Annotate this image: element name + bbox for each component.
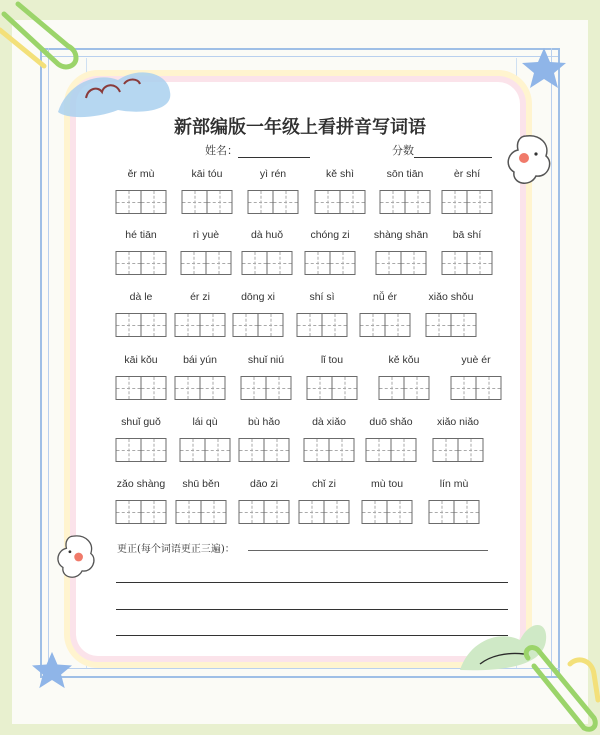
pinyin-label: yuè ér (461, 354, 491, 366)
tianzige-cell[interactable] (476, 376, 502, 400)
tianzige-cell[interactable] (207, 190, 233, 214)
writing-box-pair[interactable] (442, 251, 493, 275)
writing-line (116, 635, 508, 636)
tianzige-cell[interactable] (362, 500, 388, 524)
writing-box-pair[interactable] (362, 500, 413, 524)
tianzige-cell[interactable] (264, 438, 290, 462)
writing-box-pair[interactable] (451, 376, 502, 400)
tianzige-cell[interactable] (307, 376, 333, 400)
writing-box-pair[interactable] (442, 190, 493, 214)
writing-box-pair[interactable] (181, 251, 232, 275)
tianzige-cell[interactable] (329, 438, 355, 462)
pinyin-label: rì yuè (192, 229, 220, 241)
pinyin-label: duō shǎo (369, 416, 413, 428)
writing-box-pair[interactable] (305, 251, 356, 275)
writing-line (116, 609, 508, 610)
tianzige-cell[interactable] (116, 190, 142, 214)
pinyin-label: lǐ tou (320, 354, 344, 366)
tianzige-cell[interactable] (273, 190, 299, 214)
tianzige-cell[interactable] (332, 376, 358, 400)
tianzige-cell[interactable] (116, 438, 142, 462)
frame-line (40, 56, 560, 57)
pinyin-label: lái qù (192, 416, 218, 428)
pinyin-label: chóng zi (310, 229, 350, 241)
writing-box-pair[interactable] (241, 376, 292, 400)
tianzige-cell[interactable] (248, 190, 274, 214)
pinyin-label: èr shí (453, 168, 481, 180)
name-blank (238, 157, 310, 158)
writing-box-pair[interactable] (297, 313, 348, 337)
tianzige-cell[interactable] (200, 313, 226, 337)
tianzige-cell[interactable] (304, 438, 330, 462)
tianzige-cell[interactable] (315, 190, 341, 214)
writing-box-pair[interactable] (175, 376, 226, 400)
tianzige-cell[interactable] (458, 438, 484, 462)
frame-line (40, 676, 560, 678)
tianzige-cell[interactable] (141, 313, 167, 337)
pinyin-label: kě kǒu (388, 354, 420, 366)
writing-box-pair[interactable] (315, 190, 366, 214)
flower-doodle-icon (56, 530, 96, 584)
writing-box-pair[interactable] (380, 190, 431, 214)
pinyin-label: chǐ zi (312, 478, 336, 490)
writing-box-pair[interactable] (248, 190, 299, 214)
tianzige-cell[interactable] (258, 313, 284, 337)
writing-box-pair[interactable] (379, 376, 430, 400)
tianzige-cell[interactable] (451, 313, 477, 337)
writing-box-pair[interactable] (182, 190, 233, 214)
tianzige-cell[interactable] (442, 251, 468, 275)
score-field (392, 142, 492, 158)
pinyin-label: ér zi (190, 291, 210, 303)
tianzige-cell[interactable] (182, 190, 208, 214)
tianzige-cell[interactable] (305, 251, 331, 275)
pinyin-label: dōng xi (241, 291, 275, 303)
writing-box-pair[interactable] (116, 500, 167, 524)
tianzige-cell[interactable] (201, 500, 227, 524)
tianzige-cell[interactable] (451, 376, 477, 400)
frame-line (40, 48, 560, 50)
tianzige-cell[interactable] (180, 438, 206, 462)
tianzige-cell[interactable] (360, 313, 386, 337)
tianzige-cell[interactable] (205, 438, 231, 462)
writing-box-pair[interactable] (116, 438, 167, 462)
correction-label: 更正(每个词语更正三遍)： (117, 544, 235, 555)
writing-box-pair[interactable] (433, 438, 484, 462)
tianzige-cell[interactable] (442, 190, 468, 214)
tianzige-cell[interactable] (181, 251, 207, 275)
pinyin-label: sōn tiān (386, 168, 424, 180)
pinyin-label: dāo zi (249, 478, 279, 490)
pinyin-label: shí sì (309, 291, 335, 303)
pinyin-label: bā shí (452, 229, 482, 241)
tianzige-cell[interactable] (116, 313, 142, 337)
writing-box-pair[interactable] (180, 438, 231, 462)
writing-box-pair[interactable] (233, 313, 284, 337)
tianzige-cell[interactable] (233, 313, 259, 337)
pinyin-label: shuǐ niú (247, 354, 285, 366)
pinyin-label: bái yún (183, 354, 217, 366)
pinyin-label: bù hǎo (247, 416, 281, 428)
tianzige-cell[interactable] (267, 251, 293, 275)
tianzige-cell[interactable] (241, 376, 267, 400)
writing-box-pair[interactable] (426, 313, 477, 337)
pinyin-label: dà le (129, 291, 153, 303)
tianzige-cell[interactable] (322, 313, 348, 337)
writing-box-pair[interactable] (307, 376, 358, 400)
pinyin-label: nǚ ér (373, 291, 397, 303)
star-icon (520, 46, 568, 90)
frame-line (48, 48, 49, 678)
pinyin-label: kāi tóu (191, 168, 223, 180)
pinyin-label: kě shì (325, 168, 355, 180)
writing-box-pair[interactable] (175, 313, 226, 337)
pinyin-label: xiǎo shǒu (428, 291, 474, 303)
tianzige-cell[interactable] (404, 376, 430, 400)
pinyin-label: shū běn (182, 478, 220, 490)
flower-doodle-icon (506, 132, 552, 188)
tianzige-cell[interactable] (379, 376, 405, 400)
tianzige-cell[interactable] (239, 500, 265, 524)
tianzige-cell[interactable] (264, 500, 290, 524)
tianzige-cell[interactable] (401, 251, 427, 275)
paperclip-icon (508, 640, 600, 735)
tianzige-cell[interactable] (387, 500, 413, 524)
tianzige-cell[interactable] (116, 376, 142, 400)
writing-box-pair[interactable] (239, 438, 290, 462)
writing-box-pair[interactable] (116, 190, 167, 214)
tianzige-cell[interactable] (141, 438, 167, 462)
tianzige-cell[interactable] (299, 500, 325, 524)
writing-box-pair[interactable] (176, 500, 227, 524)
tianzige-cell[interactable] (297, 313, 323, 337)
score-blank (414, 157, 492, 158)
tianzige-cell[interactable] (391, 438, 417, 462)
pinyin-label: xiǎo niǎo (436, 416, 480, 428)
pinyin-label: shàng shān (373, 229, 429, 241)
tianzige-cell[interactable] (116, 251, 142, 275)
tianzige-cell[interactable] (380, 190, 406, 214)
tianzige-cell[interactable] (429, 500, 455, 524)
pinyin-label: ěr mù (127, 168, 155, 180)
paperclip-icon (0, 0, 92, 72)
writing-box-pair[interactable] (116, 376, 167, 400)
tianzige-cell[interactable] (467, 251, 493, 275)
writing-box-pair[interactable] (304, 438, 355, 462)
pinyin-label: dà huǒ (250, 229, 284, 241)
tianzige-cell[interactable] (206, 251, 232, 275)
pinyin-label: hé tiān (125, 229, 157, 241)
frame-line (558, 48, 560, 678)
writing-line (116, 582, 508, 583)
frame-line (40, 48, 42, 678)
pinyin-label: shuǐ guǒ (121, 416, 161, 428)
tianzige-cell[interactable] (266, 376, 292, 400)
tianzige-cell[interactable] (141, 500, 167, 524)
correction-blank (248, 550, 488, 551)
tianzige-cell[interactable] (176, 500, 202, 524)
writing-box-pair[interactable] (429, 500, 480, 524)
tianzige-cell[interactable] (376, 251, 402, 275)
writing-box-pair[interactable] (376, 251, 427, 275)
writing-box-pair[interactable] (116, 251, 167, 275)
writing-box-pair[interactable] (360, 313, 411, 337)
tianzige-cell[interactable] (340, 190, 366, 214)
writing-box-pair[interactable] (299, 500, 350, 524)
tianzige-cell[interactable] (141, 376, 167, 400)
writing-box-pair[interactable] (242, 251, 293, 275)
tianzige-cell[interactable] (200, 376, 226, 400)
name-label: 姓名： (205, 144, 238, 157)
tianzige-cell[interactable] (366, 438, 392, 462)
pinyin-label: zǎo shàng (116, 478, 166, 490)
tianzige-cell[interactable] (385, 313, 411, 337)
pinyin-label: lín mù (439, 478, 469, 490)
tianzige-cell[interactable] (175, 313, 201, 337)
pinyin-label: mù tou (370, 478, 404, 490)
tianzige-cell[interactable] (433, 438, 459, 462)
tianzige-cell[interactable] (330, 251, 356, 275)
name-field (205, 142, 310, 158)
tianzige-cell[interactable] (141, 190, 167, 214)
pinyin-label: kāi kǒu (124, 354, 158, 366)
tianzige-cell[interactable] (324, 500, 350, 524)
score-label: 分数 (392, 144, 414, 157)
tianzige-cell[interactable] (141, 251, 167, 275)
star-icon (30, 650, 74, 690)
tianzige-cell[interactable] (239, 438, 265, 462)
page-title: 新部编版一年级上看拼音写词语 (174, 117, 426, 138)
tianzige-cell[interactable] (116, 500, 142, 524)
tianzige-cell[interactable] (175, 376, 201, 400)
writing-box-pair[interactable] (239, 500, 290, 524)
pinyin-label: yì rén (259, 168, 287, 180)
tianzige-cell[interactable] (242, 251, 268, 275)
writing-box-pair[interactable] (116, 313, 167, 337)
tianzige-cell[interactable] (467, 190, 493, 214)
tianzige-cell[interactable] (426, 313, 452, 337)
tianzige-cell[interactable] (405, 190, 431, 214)
writing-box-pair[interactable] (366, 438, 417, 462)
pinyin-label: dà xiǎo (312, 416, 346, 428)
tianzige-cell[interactable] (454, 500, 480, 524)
